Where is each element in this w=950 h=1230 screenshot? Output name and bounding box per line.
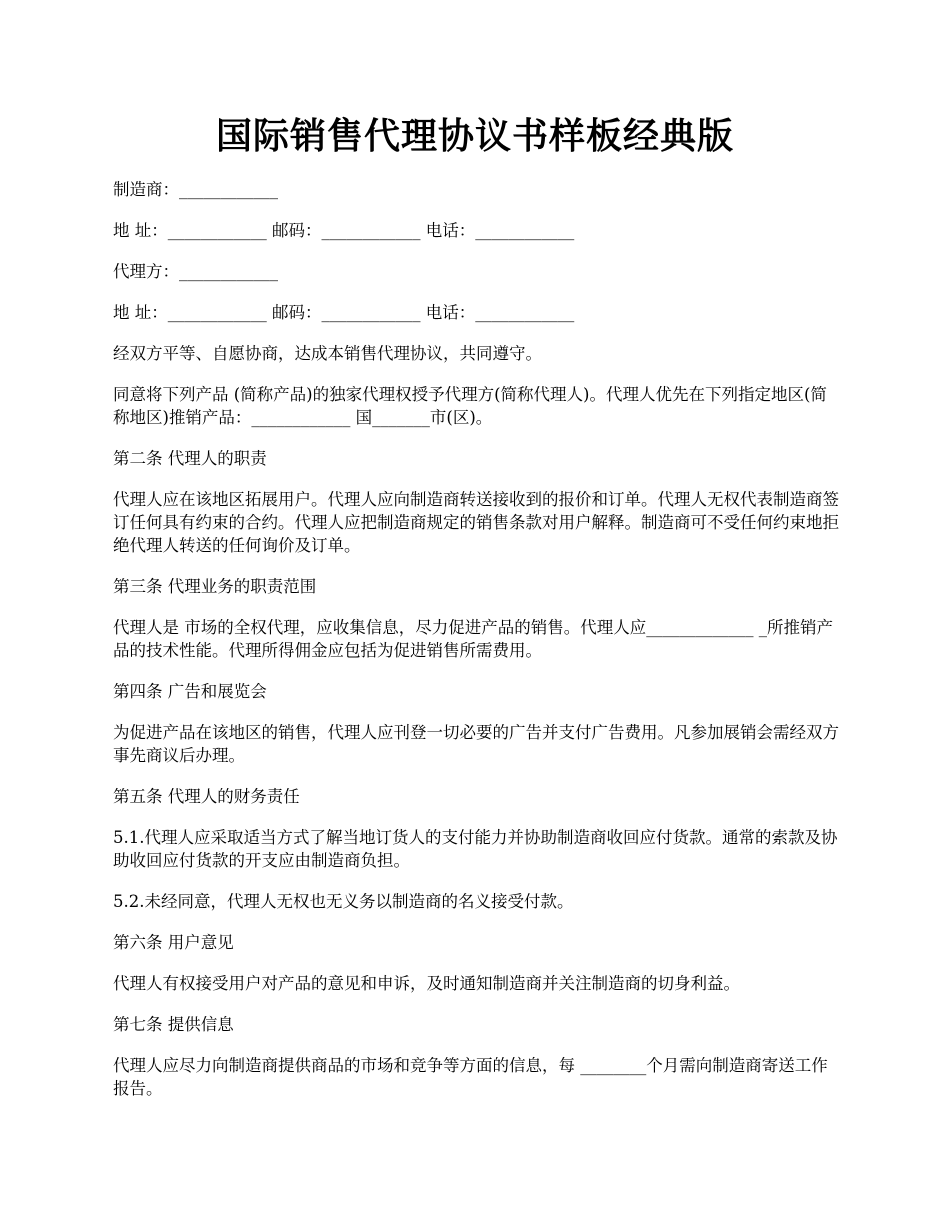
document-title: 国际销售代理协议书样板经典版 <box>215 115 734 157</box>
article-1-paragraph: 同意将下列产品 (简称产品)的独家代理权授予代理方(简称代理人)。代理人优先在下列指定地区(简称地区)推销产品：____________ 国_______市(区)。 <box>113 385 827 427</box>
article-4-paragraph: 为促进产品在该地区的销售，代理人应刊登一切必要的广告并支付广告费用。凡参加展销会需经双方事先商议后办理。 <box>113 723 839 765</box>
article-6-paragraph: 代理人有权接受用户对产品的意见和申诉，及时通知制造商并关注制造商的切身利益。 <box>113 974 740 993</box>
article-2-paragraph: 代理人应在该地区拓展用户。代理人应向制造商转送接收到的报价和订单。代理人无权代表制造商签订任何具有约束的合约。代理人应把制造商规定的销售条款对用户解释。制造商可不受任何约束地拒绝代理人转送的任何询价及订单。 <box>113 490 839 555</box>
agent-address-line: 地 址：____________ 邮码：____________ 电话：____________ <box>113 303 575 322</box>
article-5-2-paragraph: 5.2.未经同意，代理人无权也无义务以制造商的名义接受付款。 <box>113 892 574 911</box>
manufacturer-line: 制造商：____________ <box>113 180 278 199</box>
agent-line: 代理方：____________ <box>113 262 278 281</box>
article-3-paragraph: 代理人是 市场的全权代理，应收集信息，尽力促进产品的销售。代理人应_____________ _所推销产品的技术性能。代理所得佣金应包括为促进销售所需费用。 <box>113 618 833 660</box>
document-body <box>113 178 841 1118</box>
article-5-heading: 第五条 代理人的财务责任 <box>113 787 300 806</box>
article-3-heading: 第三条 代理业务的职责范围 <box>113 577 317 596</box>
article-4-heading: 第四条 广告和展览会 <box>113 682 267 701</box>
manufacturer-address-line: 地 址：____________ 邮码：____________ 电话：____________ <box>113 221 575 240</box>
article-6-heading: 第六条 用户意见 <box>113 933 234 952</box>
article-2-heading: 第二条 代理人的职责 <box>113 449 267 468</box>
article-7-paragraph: 代理人应尽力向制造商提供商品的市场和竞争等方面的信息，每 ________个月需向制造商寄送工作报告。 <box>113 1056 828 1098</box>
article-5-1-paragraph: 5.1.代理人应采取适当方式了解当地订货人的支付能力并协助制造商收回应付货款。通常的索款及协助收回应付货款的开支应由制造商负担。 <box>113 828 838 870</box>
preamble-paragraph: 经双方平等、自愿协商，达成本销售代理协议，共同遵守。 <box>113 344 542 363</box>
article-7-heading: 第七条 提供信息 <box>113 1015 234 1034</box>
